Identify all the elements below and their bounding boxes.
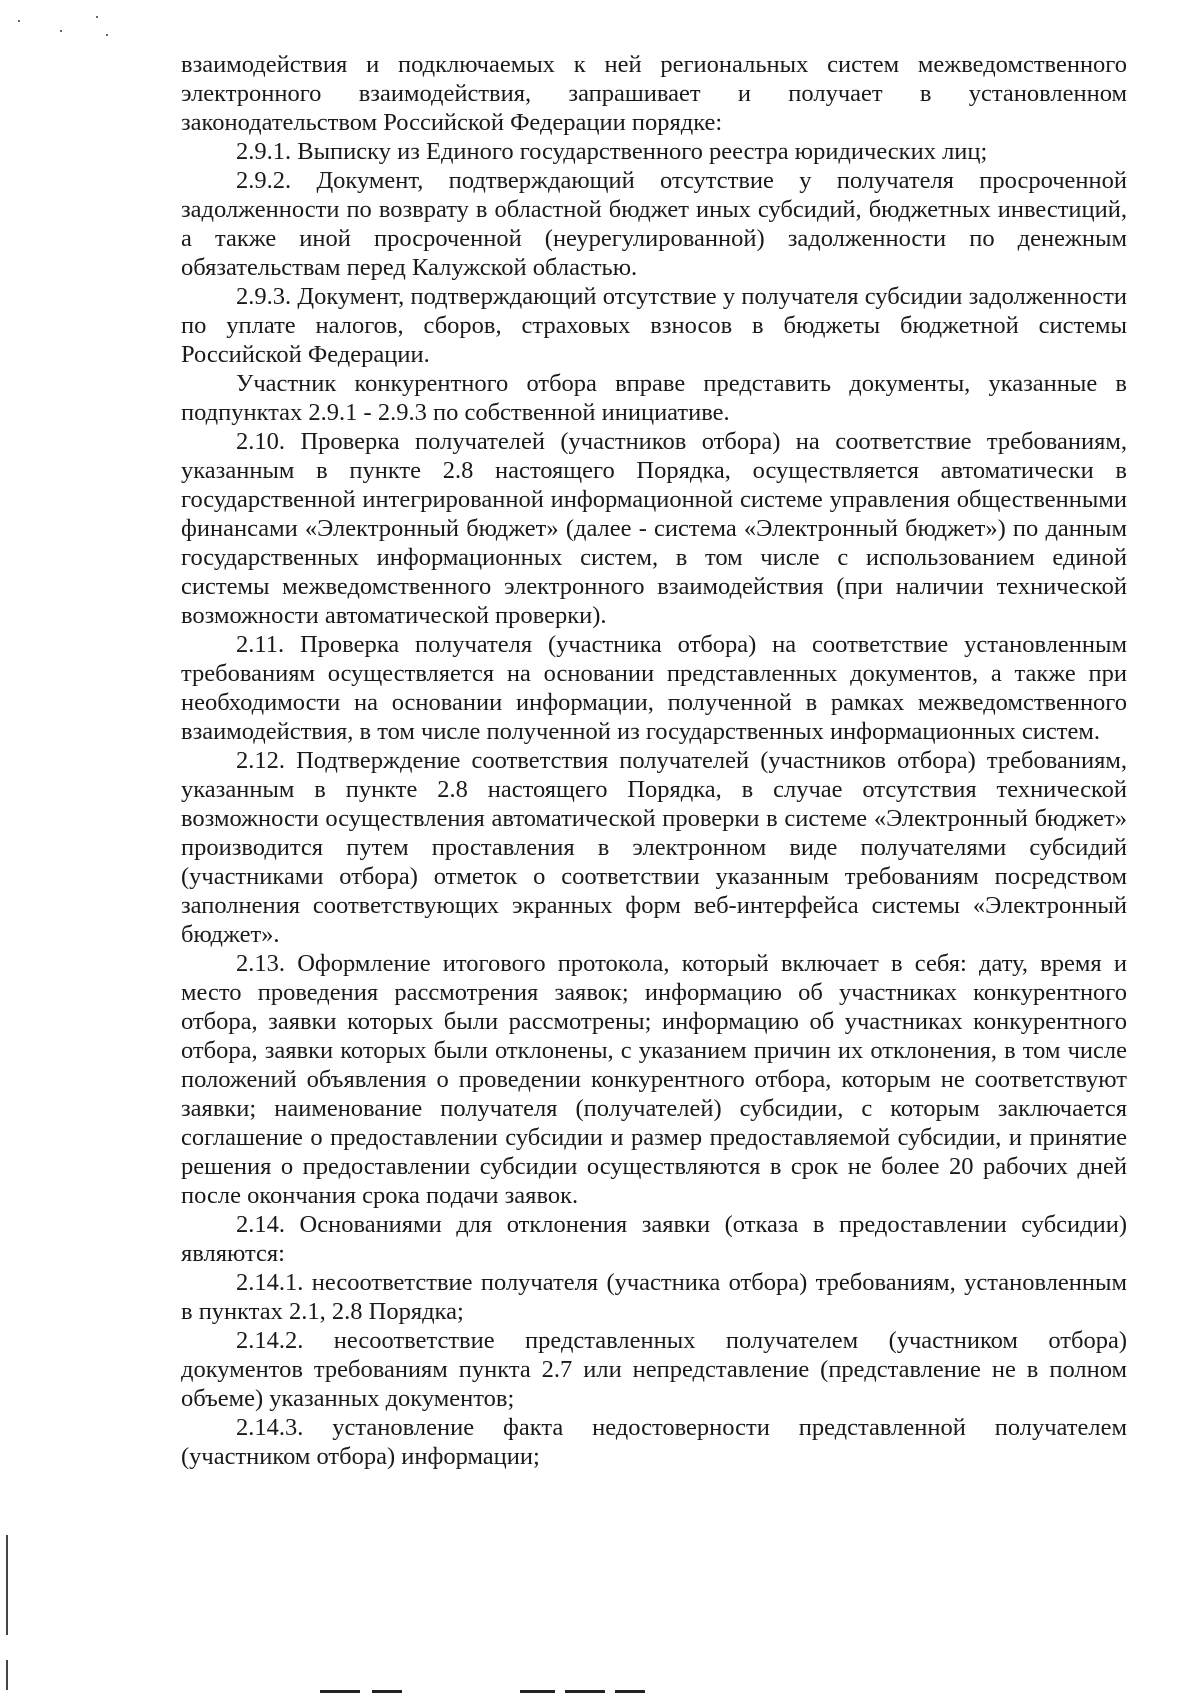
paragraph-2-14-1: 2.14.1. несоответствие получателя (участника отбора) требованиям, установленным в пунктах 2.1, 2.8 Порядка; bbox=[181, 1269, 1127, 1325]
paragraph: взаимодействия и подключаемых к ней региональных систем межведомственного электронного взаимодействия, запрашивает и получает в установленном законодательством Российской Федерации порядке: bbox=[181, 51, 1127, 136]
scan-footer-mark bbox=[520, 1690, 555, 1693]
document-page bbox=[181, 50, 1127, 1471]
scan-artifact-dots bbox=[10, 8, 120, 48]
paragraph-2-9-1: 2.9.1. Выписку из Единого государственного реестра юридических лиц; bbox=[236, 138, 988, 165]
paragraph-2-14-3: 2.14.3. установление факта недостоверности представленной получателем (участником отбора) информации; bbox=[181, 1414, 1127, 1470]
paragraph-2-12: 2.12. Подтверждение соответствия получателей (участников отбора) требованиям, указанным в пункте 2.8 настоящего Порядка, в случае отсутствия технической возможности осуществления автоматической проверки в системе «Электронный бюджет» производится путем проставления в электронном виде получателями субсидий (участниками отбора) отметок о соответствии указанным требованиям посредством заполнения соответствующих экранных форм веб-интерфейса системы «Электронный бюджет». bbox=[181, 747, 1127, 948]
scan-footer-mark bbox=[565, 1690, 605, 1693]
paragraph-participant-right: Участник конкурентного отбора вправе представить документы, указанные в подпунктах 2.9.1 - 2.9.3 по собственной инициативе. bbox=[181, 370, 1127, 426]
paragraph-2-10: 2.10. Проверка получателей (участников отбора) на соответствие требованиям, указанным в пункте 2.8 настоящего Порядка, осуществляется автоматически в государственной интегрированной информационной системе управления общественными финансами «Электронный бюджет» (далее - система «Электронный бюджет») по данным государственных информационных систем, в том числе с использованием единой системы межведомственного электронного взаимодействия (при наличии технической возможности автоматической проверки). bbox=[181, 428, 1127, 629]
scan-footer-mark bbox=[320, 1690, 360, 1693]
paragraph-2-9-3: 2.9.3. Документ, подтверждающий отсутствие у получателя субсидии задолженности по уплате налогов, сборов, страховых взносов в бюджеты бюджетной системы Российской Федерации. bbox=[181, 283, 1127, 368]
scan-footer-mark bbox=[372, 1690, 402, 1693]
paragraph-2-11: 2.11. Проверка получателя (участника отбора) на соответствие установленным требованиям осуществляется на основании представленных документов, а также при необходимости на основании информации, полученной в рамках межведомственного взаимодействия, в том числе полученной из государственных информационных систем. bbox=[181, 631, 1127, 745]
paragraph-2-9-2: 2.9.2. Документ, подтверждающий отсутствие у получателя просроченной задолженности по возврату в областной бюджет иных субсидий, бюджетных инвестиций, а также иной просроченной (неурегулированной) задолженности по денежным обязательствам перед Калужской областью. bbox=[181, 167, 1127, 281]
paragraph-2-14: 2.14. Основаниями для отклонения заявки (отказа в предоставлении субсидии) являются: bbox=[181, 1211, 1127, 1267]
paragraph-2-13: 2.13. Оформление итогового протокола, который включает в себя: дату, время и место проведения рассмотрения заявок; информацию об участниках конкурентного отбора, заявки которых были рассмотрены; информацию об участниках конкурентного отбора, заявки которых были отклонены, с указанием причин их отклонения, в том числе положений объявления о проведении конкурентного отбора, которым не соответствуют заявки; наименование получателя (получателей) субсидии, с которым заключается соглашение о предоставлении субсидии и размер предоставляемой субсидии, и принятие решения о предоставлении субсидии осуществляются в срок не более 20 рабочих дней после окончания срока подачи заявок. bbox=[181, 950, 1127, 1209]
scan-footer-mark bbox=[615, 1690, 645, 1693]
binding-edge-mark bbox=[6, 1535, 8, 1635]
paragraph-2-14-2: 2.14.2. несоответствие представленных получателем (участником отбора) документов требованиям пункта 2.7 или непредставление (представление не в полном объеме) указанных документов; bbox=[181, 1327, 1127, 1412]
binding-edge-mark bbox=[6, 1660, 8, 1690]
